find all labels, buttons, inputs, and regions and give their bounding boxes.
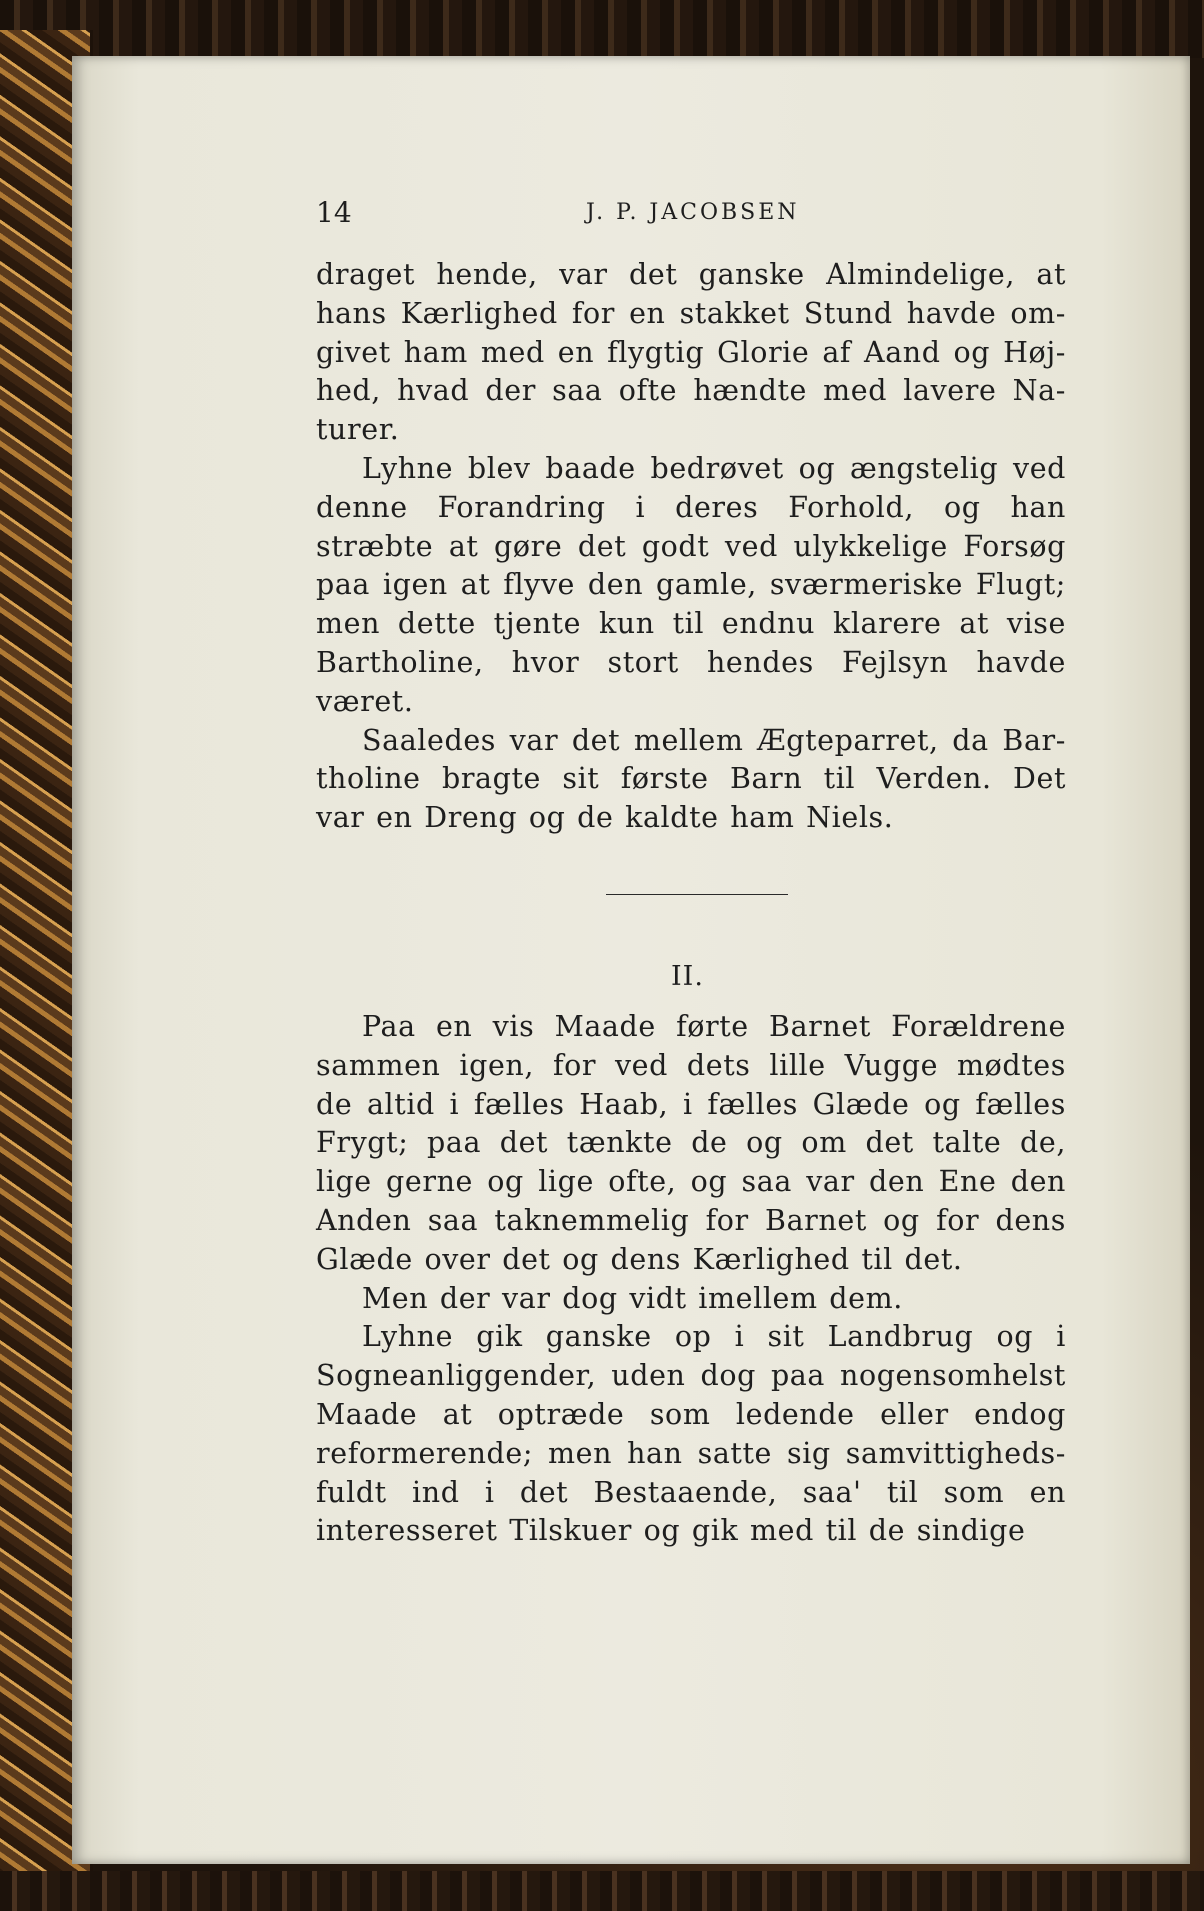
text-line: Lyhne blev baade bedrøvet og ængstelig ved	[362, 451, 1066, 485]
text-line: Paa en vis Maade førte Barnet Forældrene	[362, 1009, 1066, 1043]
text-line: været.	[316, 684, 414, 718]
text-line: Glæde over det og dens Kærlighed til det.	[316, 1242, 963, 1276]
text-line: turer.	[316, 413, 400, 447]
section-one-text	[316, 256, 1136, 838]
text-line: Maade at optræde som ledende eller endog	[316, 1397, 1066, 1431]
text-line: stræbte at gøre det godt ved ulykkelige Forsøg	[316, 529, 1066, 563]
text-line: paa igen at flyve den gamle, sværmeriske Flugt;	[316, 568, 1066, 602]
text-line: fuldt ind i det Bestaaende, saa' til som en	[316, 1475, 1066, 1509]
text-line: Lyhne gik ganske op i sit Landbrug og i	[362, 1320, 1066, 1354]
paragraph	[316, 450, 1066, 722]
text-line: men dette tjente kun til endnu klarere at vise	[316, 607, 1066, 641]
paragraph	[316, 256, 1066, 450]
page-text-block	[316, 196, 1136, 1551]
paragraph	[316, 1280, 1066, 1319]
text-line: interesseret Tilskuer og gik med til de sindige	[316, 1514, 1026, 1548]
text-line: denne Forandring i deres Forhold, og han	[316, 490, 1066, 524]
text-line: tholine bragte sit første Barn til Verden. Det	[316, 762, 1066, 796]
text-line: sammen igen, for ved dets lille Vugge mødtes	[316, 1048, 1066, 1082]
text-line: Anden saa taknemmelig for Barnet og for dens	[316, 1203, 1066, 1237]
text-line: Frygt; paa det tænkte de og om det talte de,	[316, 1126, 1066, 1160]
page-header	[316, 196, 1136, 256]
text-line: draget hende, var det ganske Almindelige, at	[316, 258, 1066, 291]
text-line: Saaledes var det mellem Ægteparret, da Bar-	[362, 723, 1066, 757]
section-divider	[606, 894, 788, 895]
paragraph	[316, 1008, 1066, 1280]
text-line: Men der var dog vidt imellem dem.	[362, 1281, 903, 1315]
page-number: 14	[316, 196, 352, 229]
text-line: reformerende; men han satte sig samvittigheds-	[316, 1436, 1066, 1470]
chapter-heading: II.	[671, 960, 704, 992]
book-page	[72, 56, 1190, 1864]
running-head: J. P. JACOBSEN	[586, 200, 800, 225]
text-line: Sogneanliggender, uden dog paa nogensomhelst	[316, 1359, 1066, 1393]
text-line: de altid i fælles Haab, i fælles Glæde og fælles	[316, 1087, 1066, 1121]
text-line: lige gerne og lige ofte, og saa var den Ene den	[316, 1165, 1066, 1199]
book-cover-bottom-edge	[0, 1871, 1204, 1911]
section-two-text	[316, 1008, 1136, 1551]
text-line: givet ham med en flygtig Glorie af Aand og Høj-	[316, 335, 1066, 369]
text-line: Bartholine, hvor stort hendes Fejlsyn havde	[316, 645, 1066, 679]
paragraph	[316, 722, 1066, 838]
book-cover-top-edge	[0, 0, 1204, 58]
paragraph	[316, 1318, 1066, 1551]
text-line: var en Dreng og de kaldte ham Niels.	[316, 801, 894, 835]
text-line: hed, hvad der saa ofte hændte med lavere Na-	[316, 374, 1066, 408]
text-line: hans Kærlighed for en stakket Stund havde om-	[316, 296, 1066, 330]
